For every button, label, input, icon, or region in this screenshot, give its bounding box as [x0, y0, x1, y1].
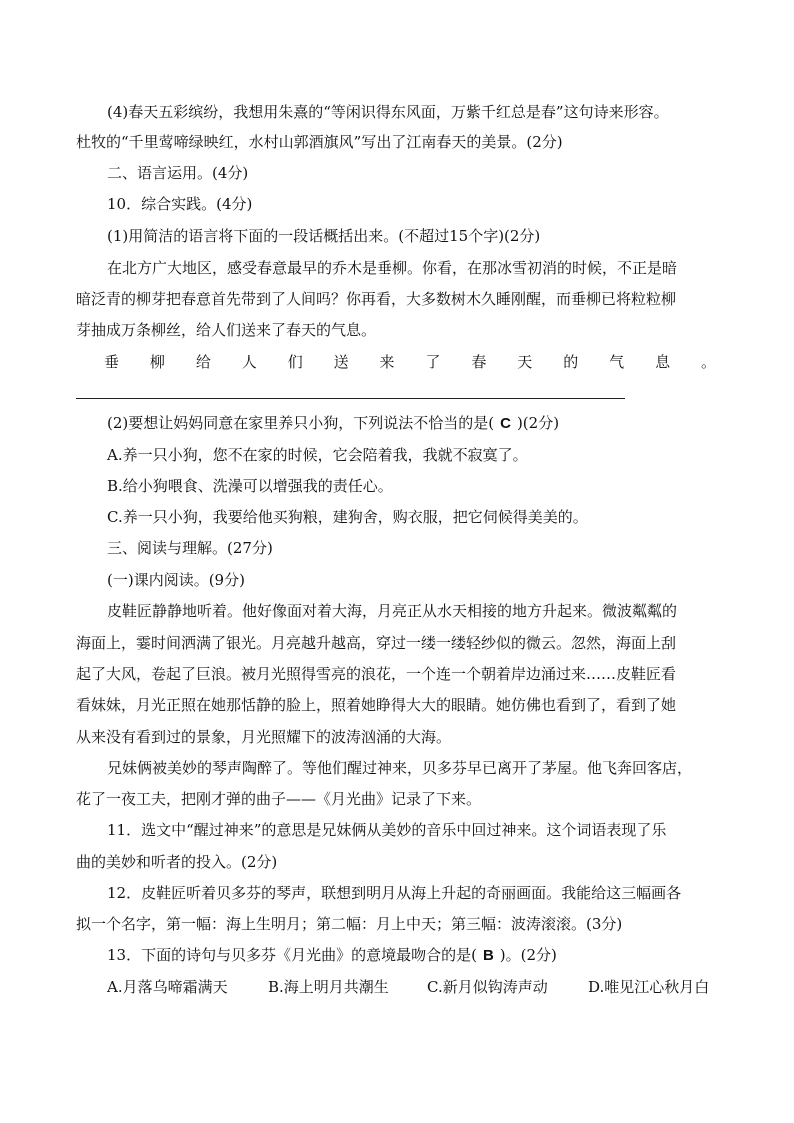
q10-1-answer	[104, 352, 716, 372]
q11-line-2: 曲的美妙和听者的投入。(2分)	[76, 853, 278, 871]
answer-char: 。	[700, 353, 716, 371]
q10-2-option-b: B.给小狗喂食、洗澡可以增强我的责任心。	[107, 477, 393, 495]
answer-char: 息	[655, 353, 671, 371]
subsection-1-heading: (一)课内阅读。(9分)	[107, 571, 245, 589]
section-3-heading: 三、阅读与理解。(27分)	[107, 539, 273, 557]
answer-char: 春	[471, 353, 487, 371]
q13-answer: B	[482, 947, 494, 964]
q9-4-line-1: (4)春天五彩缤纷，我想用朱熹的“等闲识得东风面，万紫千红总是春”这句诗来形容。	[107, 103, 669, 121]
q13-option-d: D.唯见江心秋月白	[588, 978, 710, 996]
q12-line-1: 12．皮鞋匠听着贝多芬的琴声，联想到明月从海上升起的奇丽画面。我能给这三幅画各	[107, 884, 682, 902]
passage-2-line-7: 花了一夜工夫，把刚才弹的曲子——《月光曲》记录了下来。	[76, 790, 482, 808]
answer-char: 给	[195, 353, 211, 371]
passage-1-line-1: 在北方广大地区，感受春意最早的乔木是垂柳。你看，在那冰雪初消的时候，不正是暗	[107, 259, 678, 277]
q10-2-option-c: C.养一只小狗，我要给他买狗粮，建狗舍，购衣服，把它伺候得美美的。	[107, 508, 588, 526]
passage-2-line-1: 皮鞋匠静静地听着。他好像面对着大海，月亮正从水天相接的地方升起来。微波粼粼的	[107, 602, 678, 620]
q10-2-answer: C	[500, 415, 511, 432]
passage-2-line-5: 从来没有看到过的景象，月光照耀下的波涛汹涌的大海。	[76, 728, 452, 746]
answer-char: 送	[333, 353, 349, 371]
passage-2-line-2: 海面上，霎时间洒满了银光。月亮越升越高，穿过一缕一缕轻纱似的微云。忽然，海面上刮	[76, 634, 677, 652]
q13-option-b: B.海上明月共潮生	[268, 978, 389, 996]
q10-2-prompt-text: (2)要想让妈妈同意在家里养只小狗，下列说法不恰当的是(	[107, 414, 495, 432]
passage-2-line-3: 起了大风，卷起了巨浪。被月光照得雪亮的浪花，一个连一个朝着岸边涌过来……皮鞋匠看	[76, 665, 677, 683]
q13-prompt-text: 13．下面的诗句与贝多芬《月光曲》的意境最吻合的是(	[107, 946, 477, 964]
q9-4-line-2: 杜牧的“千里莺啼绿映红，水村山郭酒旗风”写出了江南春天的美景。(2分)	[76, 133, 563, 151]
section-2-heading: 二、语言运用。(4分)	[107, 164, 249, 182]
q10-2-prompt-score: )(2分)	[516, 414, 560, 432]
answer-char: 柳	[149, 353, 165, 371]
q13-prompt	[107, 945, 557, 966]
answer-char: 们	[287, 353, 303, 371]
answer-char: 的	[563, 353, 579, 371]
answer-char: 垂	[104, 353, 120, 371]
q11-line-1: 11．选文中“醒过神来”的意思是兄妹俩从美妙的音乐中回过神来。这个词语表现了乐	[107, 821, 667, 839]
answer-char: 来	[379, 353, 395, 371]
passage-2-line-4: 看妹妹，月光正照在她那恬静的脸上，照着她睁得大大的眼睛。她仿佛也看到了，看到了她	[76, 696, 677, 714]
q13-option-c: C.新月似钩涛声动	[427, 978, 548, 996]
q13-option-a: A.月落乌啼霜满天	[107, 978, 228, 996]
passage-2-line-6: 兄妹俩被美妙的琴声陶醉了。等他们醒过神来，贝多芬早已离开了茅屋。他飞奔回客店，	[107, 759, 693, 777]
answer-underline	[76, 398, 625, 399]
answer-char: 人	[241, 353, 257, 371]
q13-prompt-score: )。(2分)	[499, 946, 557, 964]
passage-1-line-2: 暗泛青的柳芽把春意首先带到了人间吗？你再看，大多数树木久睡刚醒，而垂柳已将粒粒柳	[76, 290, 677, 308]
answer-char: 天	[517, 353, 533, 371]
q12-line-2: 拟一个名字，第一幅：海上生明月；第二幅：月上中天；第三幅：波涛滚滚。(3分)	[76, 915, 623, 933]
passage-1-line-3: 芽抽成万条柳丝，给人们送来了春天的气息。	[76, 321, 377, 339]
q10-2-option-a: A.养一只小狗，您不在家的时候，它会陪着我，我就不寂寞了。	[107, 446, 528, 464]
answer-char: 了	[425, 353, 441, 371]
q10-1-prompt: (1)用简洁的语言将下面的一段话概括出来。(不超过15个字)(2分)	[107, 227, 541, 245]
q10-2-prompt	[107, 413, 559, 434]
q10-heading: 10．综合实践。(4分)	[107, 195, 253, 213]
answer-char: 气	[609, 353, 625, 371]
